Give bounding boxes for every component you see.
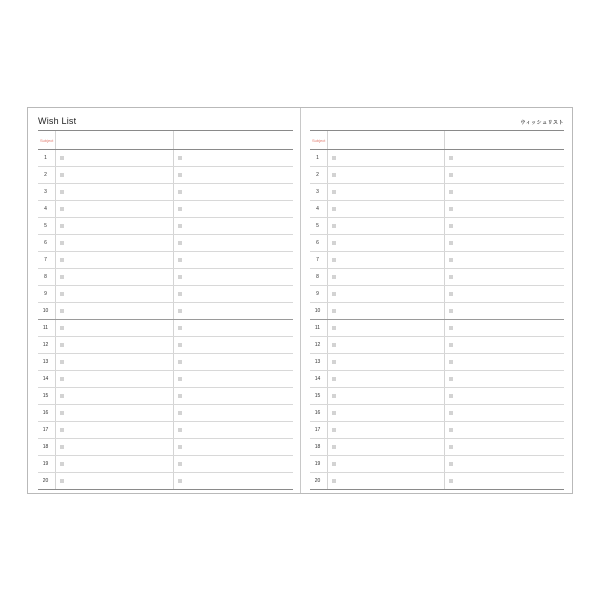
checkbox-icon[interactable] (332, 258, 336, 262)
table-row (38, 439, 293, 456)
column-divider (55, 167, 56, 183)
checkbox-icon[interactable] (178, 190, 182, 194)
column-divider (173, 286, 174, 302)
checkbox-icon[interactable] (60, 394, 64, 398)
checkbox-icon[interactable] (60, 156, 64, 160)
column-divider (444, 150, 445, 166)
column-divider (327, 286, 328, 302)
checkbox-icon[interactable] (60, 173, 64, 177)
row-number: 4 (44, 206, 47, 212)
row-number: 7 (316, 257, 319, 263)
row-number: 18 (42, 444, 49, 450)
table-row (310, 439, 564, 456)
column-divider (55, 388, 56, 404)
page-title: Wish List (38, 116, 77, 126)
checkbox-icon[interactable] (449, 258, 453, 262)
row-number: 13 (314, 359, 321, 365)
column-divider (444, 184, 445, 200)
column-divider (173, 371, 174, 387)
checkbox-icon[interactable] (449, 156, 453, 160)
column-divider (173, 303, 174, 319)
row-number: 7 (44, 257, 47, 263)
row-number: 11 (42, 325, 49, 331)
row-number: 17 (42, 427, 49, 433)
wish-table-right (310, 130, 564, 490)
column-divider (327, 422, 328, 438)
table-row (310, 337, 564, 354)
column-divider (55, 354, 56, 370)
column-divider (327, 184, 328, 200)
checkbox-icon[interactable] (60, 292, 64, 296)
row-number: 1 (44, 155, 47, 161)
column-divider (327, 371, 328, 387)
row-number: 11 (314, 325, 321, 331)
checkbox-icon[interactable] (178, 343, 182, 347)
row-list (310, 150, 564, 490)
spine-divider (300, 108, 301, 493)
checkbox-icon[interactable] (178, 462, 182, 466)
row-number: 19 (42, 461, 49, 467)
checkbox-icon[interactable] (60, 275, 64, 279)
row-number: 8 (316, 274, 319, 280)
table-row (310, 422, 564, 439)
row-number: 2 (44, 172, 47, 178)
column-divider (55, 405, 56, 421)
checkbox-icon[interactable] (449, 462, 453, 466)
checkbox-icon[interactable] (449, 343, 453, 347)
column-divider (55, 131, 56, 149)
table-row (38, 456, 293, 473)
checkbox-icon[interactable] (60, 411, 64, 415)
row-number: 4 (316, 206, 319, 212)
checkbox-icon[interactable] (332, 394, 336, 398)
checkbox-icon[interactable] (332, 275, 336, 279)
column-divider (444, 303, 445, 319)
column-divider (327, 218, 328, 234)
column-divider (55, 473, 56, 489)
row-number: 3 (44, 189, 47, 195)
column-divider (327, 456, 328, 472)
checkbox-icon[interactable] (178, 445, 182, 449)
column-divider (444, 218, 445, 234)
table-row (38, 405, 293, 422)
column-divider (173, 150, 174, 166)
column-divider (173, 405, 174, 421)
column-divider (444, 252, 445, 268)
checkbox-icon[interactable] (178, 258, 182, 262)
checkbox-icon[interactable] (178, 377, 182, 381)
page-title-japanese: ウィッシュリスト (520, 120, 564, 126)
table-row (38, 303, 293, 320)
column-divider (55, 150, 56, 166)
checkbox-icon[interactable] (332, 156, 336, 160)
checkbox-icon[interactable] (178, 326, 182, 330)
checkbox-icon[interactable] (332, 309, 336, 313)
column-divider (444, 235, 445, 251)
column-divider (55, 371, 56, 387)
table-row (310, 201, 564, 218)
checkbox-icon[interactable] (332, 479, 336, 483)
column-divider (444, 405, 445, 421)
column-divider (55, 422, 56, 438)
checkbox-icon[interactable] (449, 292, 453, 296)
checkbox-icon[interactable] (60, 326, 64, 330)
column-divider (173, 252, 174, 268)
checkbox-icon[interactable] (332, 343, 336, 347)
column-divider (327, 320, 328, 336)
row-number: 5 (44, 223, 47, 229)
checkbox-icon[interactable] (449, 479, 453, 483)
column-divider (55, 201, 56, 217)
checkbox-icon[interactable] (449, 445, 453, 449)
checkbox-icon[interactable] (332, 224, 336, 228)
checkbox-icon[interactable] (178, 292, 182, 296)
column-divider (55, 286, 56, 302)
column-divider (173, 167, 174, 183)
column-divider (173, 388, 174, 404)
checkbox-icon[interactable] (449, 309, 453, 313)
column-divider (327, 167, 328, 183)
checkbox-icon[interactable] (332, 445, 336, 449)
checkbox-icon[interactable] (178, 360, 182, 364)
column-divider (327, 235, 328, 251)
table-row (310, 218, 564, 235)
checkbox-icon[interactable] (449, 207, 453, 211)
column-divider (173, 320, 174, 336)
checkbox-icon[interactable] (178, 411, 182, 415)
checkbox-icon[interactable] (332, 173, 336, 177)
checkbox-icon[interactable] (178, 224, 182, 228)
column-divider (444, 286, 445, 302)
column-divider (327, 405, 328, 421)
table-row (38, 218, 293, 235)
row-number: 20 (314, 478, 321, 484)
column-divider (327, 337, 328, 353)
column-divider (173, 422, 174, 438)
table-row (38, 235, 293, 252)
table-header (38, 131, 293, 150)
checkbox-icon[interactable] (178, 479, 182, 483)
column-divider (173, 354, 174, 370)
wish-table-left (38, 130, 293, 490)
row-number: 10 (42, 308, 49, 314)
checkbox-icon[interactable] (60, 360, 64, 364)
table-row (38, 184, 293, 201)
checkbox-icon[interactable] (449, 224, 453, 228)
checkbox-icon[interactable] (60, 343, 64, 347)
column-divider (55, 456, 56, 472)
checkbox-icon[interactable] (332, 360, 336, 364)
column-divider (55, 269, 56, 285)
row-number: 16 (314, 410, 321, 416)
table-row (38, 388, 293, 405)
table-row (38, 354, 293, 371)
checkbox-icon[interactable] (449, 411, 453, 415)
row-number: 5 (316, 223, 319, 229)
column-divider (55, 303, 56, 319)
row-number: 20 (42, 478, 49, 484)
table-row (310, 371, 564, 388)
column-divider (55, 337, 56, 353)
column-divider (327, 201, 328, 217)
column-divider (327, 150, 328, 166)
table-row (38, 167, 293, 184)
column-divider (173, 201, 174, 217)
row-number: 18 (314, 444, 321, 450)
column-divider (444, 422, 445, 438)
column-divider (55, 252, 56, 268)
checkbox-icon[interactable] (178, 173, 182, 177)
column-divider (444, 456, 445, 472)
notebook-spread (27, 107, 573, 494)
table-row (310, 235, 564, 252)
table-row (38, 150, 293, 167)
column-divider (444, 131, 445, 149)
column-divider (327, 473, 328, 489)
table-row (310, 473, 564, 490)
row-number: 17 (314, 427, 321, 433)
checkbox-icon[interactable] (60, 309, 64, 313)
table-row (310, 252, 564, 269)
checkbox-icon[interactable] (449, 241, 453, 245)
checkbox-icon[interactable] (60, 462, 64, 466)
checkbox-icon[interactable] (332, 428, 336, 432)
row-number: 6 (316, 240, 319, 246)
column-divider (444, 473, 445, 489)
table-row (38, 337, 293, 354)
table-row (310, 388, 564, 405)
column-divider (444, 320, 445, 336)
column-divider (173, 473, 174, 489)
table-row (38, 201, 293, 218)
column-divider (55, 320, 56, 336)
row-number: 16 (42, 410, 49, 416)
row-number: 15 (314, 393, 321, 399)
column-divider (173, 269, 174, 285)
table-row (38, 371, 293, 388)
right-page (310, 108, 564, 493)
checkbox-icon[interactable] (449, 190, 453, 194)
subject-label: Subject (312, 138, 326, 143)
checkbox-icon[interactable] (60, 377, 64, 381)
checkbox-icon[interactable] (332, 462, 336, 466)
checkbox-icon[interactable] (332, 326, 336, 330)
column-divider (327, 388, 328, 404)
table-row (38, 286, 293, 303)
checkbox-icon[interactable] (332, 190, 336, 194)
column-divider (327, 131, 328, 149)
checkbox-icon[interactable] (178, 309, 182, 313)
row-number: 1 (316, 155, 319, 161)
checkbox-icon[interactable] (449, 394, 453, 398)
table-row (38, 473, 293, 490)
row-number: 8 (44, 274, 47, 280)
column-divider (173, 131, 174, 149)
checkbox-icon[interactable] (60, 445, 64, 449)
checkbox-icon[interactable] (178, 156, 182, 160)
checkbox-icon[interactable] (449, 428, 453, 432)
row-number: 9 (44, 291, 47, 297)
checkbox-icon[interactable] (60, 428, 64, 432)
table-row (38, 269, 293, 286)
row-number: 12 (314, 342, 321, 348)
column-divider (327, 269, 328, 285)
table-row (38, 252, 293, 269)
column-divider (327, 439, 328, 455)
checkbox-icon[interactable] (178, 275, 182, 279)
row-number: 10 (314, 308, 321, 314)
subject-label: Subject (40, 138, 54, 143)
checkbox-icon[interactable] (60, 207, 64, 211)
checkbox-icon[interactable] (332, 207, 336, 211)
row-number: 6 (44, 240, 47, 246)
column-divider (173, 439, 174, 455)
column-divider (444, 439, 445, 455)
row-number: 2 (316, 172, 319, 178)
table-row (310, 269, 564, 286)
column-divider (327, 303, 328, 319)
checkbox-icon[interactable] (178, 428, 182, 432)
column-divider (173, 337, 174, 353)
column-divider (444, 388, 445, 404)
table-row (310, 303, 564, 320)
row-number: 14 (314, 376, 321, 382)
column-divider (55, 235, 56, 251)
column-divider (444, 354, 445, 370)
column-divider (444, 269, 445, 285)
column-divider (444, 201, 445, 217)
table-row (310, 167, 564, 184)
table-row (310, 184, 564, 201)
column-divider (173, 235, 174, 251)
table-row (310, 354, 564, 371)
table-row (310, 286, 564, 303)
column-divider (55, 439, 56, 455)
row-number: 19 (314, 461, 321, 467)
column-divider (55, 218, 56, 234)
table-row (310, 320, 564, 337)
table-row (38, 422, 293, 439)
table-row (38, 320, 293, 337)
checkbox-icon[interactable] (60, 190, 64, 194)
checkbox-icon[interactable] (60, 224, 64, 228)
checkbox-icon[interactable] (178, 394, 182, 398)
checkbox-icon[interactable] (449, 326, 453, 330)
checkbox-icon[interactable] (332, 411, 336, 415)
checkbox-icon[interactable] (449, 360, 453, 364)
column-divider (444, 337, 445, 353)
checkbox-icon[interactable] (449, 377, 453, 381)
checkbox-icon[interactable] (332, 377, 336, 381)
table-header (310, 131, 564, 150)
checkbox-icon[interactable] (332, 241, 336, 245)
checkbox-icon[interactable] (60, 241, 64, 245)
checkbox-icon[interactable] (332, 292, 336, 296)
column-divider (173, 456, 174, 472)
table-row (310, 150, 564, 167)
column-divider (173, 218, 174, 234)
checkbox-icon[interactable] (60, 479, 64, 483)
checkbox-icon[interactable] (178, 207, 182, 211)
column-divider (327, 354, 328, 370)
column-divider (327, 252, 328, 268)
row-number: 14 (42, 376, 49, 382)
checkbox-icon[interactable] (449, 173, 453, 177)
row-number: 3 (316, 189, 319, 195)
checkbox-icon[interactable] (178, 241, 182, 245)
checkbox-icon[interactable] (449, 275, 453, 279)
column-divider (173, 184, 174, 200)
row-number: 9 (316, 291, 319, 297)
row-list (38, 150, 293, 490)
column-divider (444, 167, 445, 183)
left-page (38, 108, 293, 493)
table-row (310, 456, 564, 473)
row-number: 15 (42, 393, 49, 399)
table-row (310, 405, 564, 422)
column-divider (444, 371, 445, 387)
row-number: 13 (42, 359, 49, 365)
checkbox-icon[interactable] (60, 258, 64, 262)
column-divider (55, 184, 56, 200)
row-number: 12 (42, 342, 49, 348)
